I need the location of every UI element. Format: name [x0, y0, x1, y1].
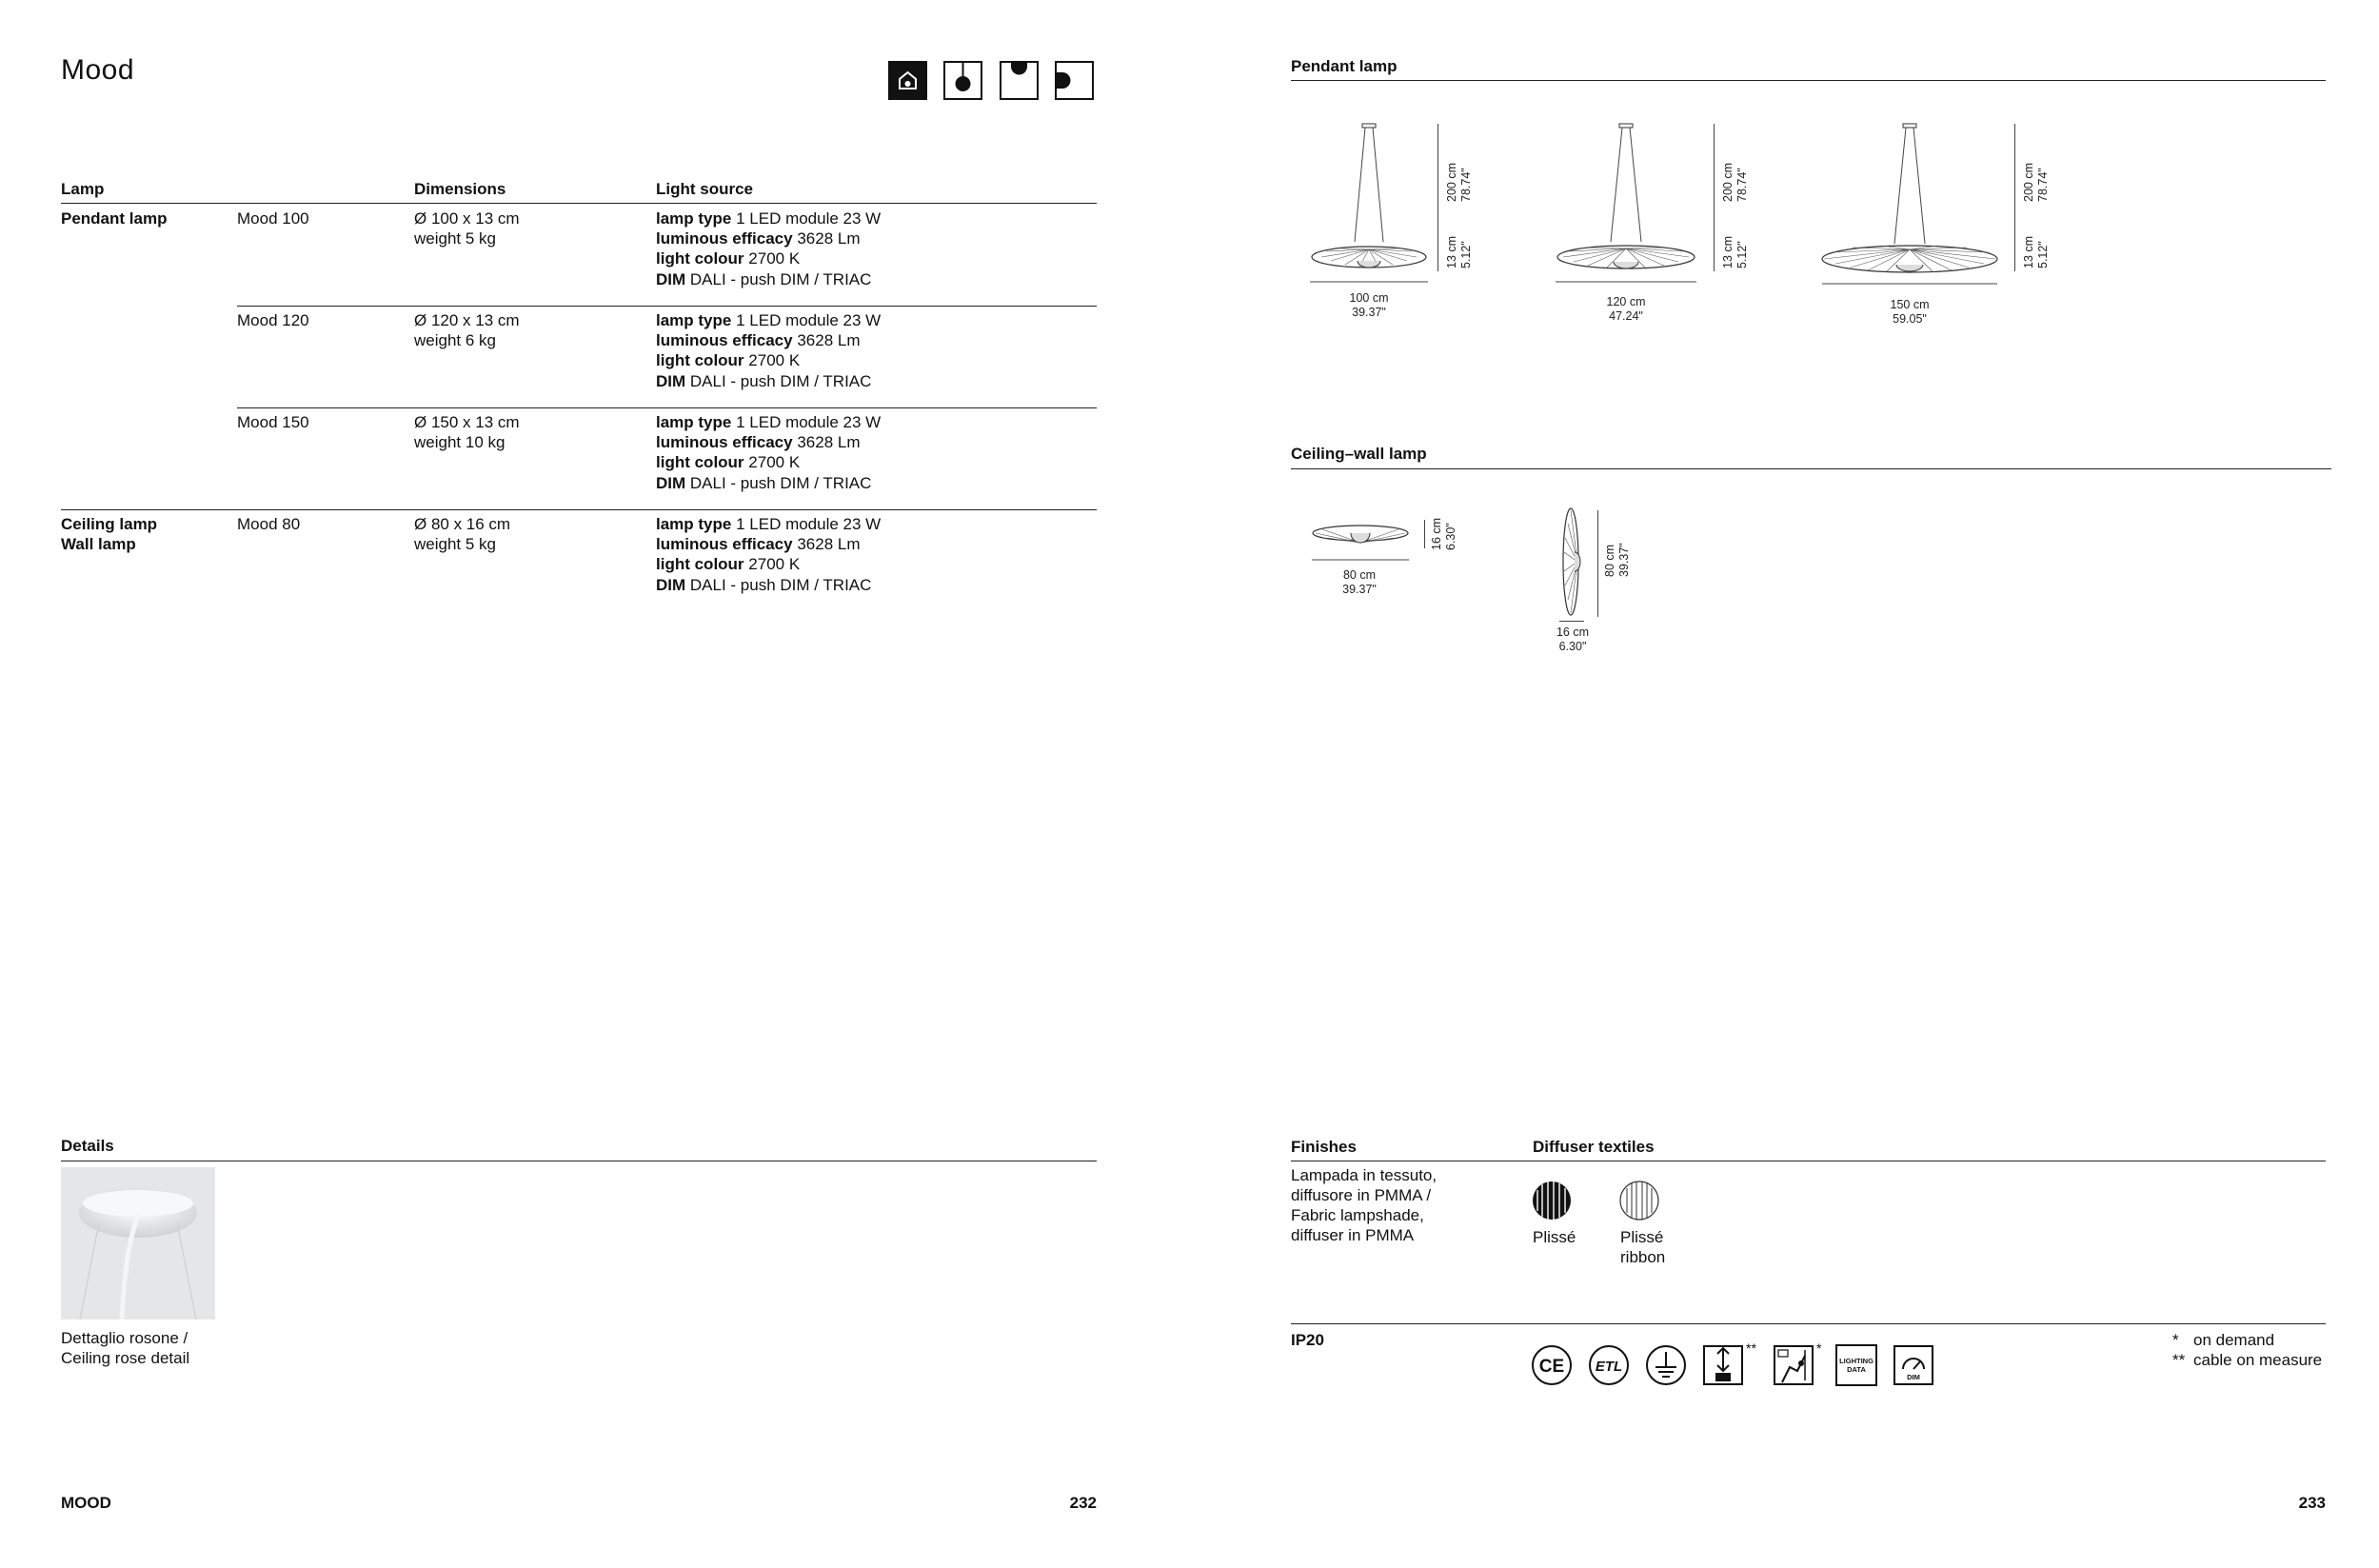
- page-number-left: 232: [1069, 1494, 1097, 1512]
- pendant-150-body-label: 13 cm 5.12": [2022, 235, 2050, 268]
- lighting-data-icon: LIGHTING DATA: [1835, 1344, 1877, 1386]
- row-dimensions: Ø 120 x 13 cm: [414, 311, 520, 329]
- page-number-right: 233: [2298, 1494, 2326, 1512]
- ip-rating: IP20: [1291, 1331, 1324, 1349]
- row-model: Mood 150: [237, 413, 309, 431]
- row-divider: [237, 407, 1097, 408]
- diffuser-textiles-heading: Diffuser textiles: [1533, 1138, 1655, 1156]
- pendant-type-icon: [943, 61, 982, 100]
- finishes-text-line1: Lampada in tessuto,: [1291, 1166, 1437, 1184]
- table-header-rule: [61, 203, 1097, 204]
- wall-type-icon: [1055, 61, 1094, 100]
- etl-icon: [1588, 1344, 1630, 1386]
- note-on-demand: on demand: [2193, 1331, 2275, 1349]
- row-model: Mood 80: [237, 515, 301, 533]
- cable-on-measure-mark: **: [1746, 1340, 1756, 1356]
- plisse-ribbon-label-line1: Plissé: [1620, 1228, 1664, 1246]
- row-lamp-type: lamp type 1 LED module 23 W: [656, 311, 882, 329]
- row-luminous-efficacy: luminous efficacy 3628 Lm: [656, 433, 861, 451]
- pendant-section-heading: Pendant lamp: [1291, 57, 1398, 75]
- row-divider: [61, 509, 1097, 510]
- pendant-150-height-line: [2014, 124, 2015, 271]
- wall-lamp-drawing: [1552, 505, 1590, 619]
- pendant-120-height-line: [1714, 124, 1715, 271]
- cable-length-icon: [1702, 1344, 1744, 1386]
- note-cable-on-measure: cable on measure: [2193, 1351, 2323, 1369]
- row-light-colour: light colour 2700 K: [656, 453, 801, 471]
- ceiling-height-label: 16 cm 6.30": [1430, 517, 1457, 550]
- plisse-ribbon-label-line2: ribbon: [1620, 1248, 1666, 1266]
- row-lamp-type: lamp type 1 LED module 23 W: [656, 515, 882, 533]
- row-dim: DIM DALI - push DIM / TRIAC: [656, 576, 872, 594]
- header-dimensions: Dimensions: [414, 180, 506, 198]
- row-dim: DIM DALI - push DIM / TRIAC: [656, 372, 872, 390]
- row-category: Ceiling lamp: [61, 515, 158, 533]
- header-light-source: Light source: [656, 180, 754, 198]
- finishes-heading: Finishes: [1291, 1138, 1357, 1156]
- wall-depth-line: [1559, 621, 1584, 622]
- pendant-120-height-label: 200 cm 78.74": [1721, 163, 1749, 202]
- pendant-100-body-label: 13 cm 5.12": [1445, 235, 1473, 268]
- pendant-100-drawing: [1302, 118, 1436, 289]
- ceiling-height-line: [1424, 520, 1425, 548]
- details-caption-line2: Ceiling rose detail: [61, 1349, 190, 1367]
- ceiling-wall-section-heading: Ceiling–wall lamp: [1291, 445, 1427, 463]
- note-on-demand-mark: *: [2172, 1331, 2179, 1349]
- details-caption-line1: Dettaglio rosone /: [61, 1329, 188, 1347]
- details-heading: Details: [61, 1137, 114, 1155]
- row-weight: weight 5 kg: [414, 535, 496, 553]
- row-dimensions: Ø 80 x 16 cm: [414, 515, 511, 533]
- svg-text:ETL: ETL: [1595, 1359, 1623, 1375]
- dim-icon: DIM: [1893, 1344, 1934, 1386]
- pendant-150-drawing: [1814, 118, 2005, 289]
- ceiling-rose-photo: [61, 1167, 215, 1320]
- wall-height-line: [1597, 510, 1598, 617]
- plisse-swatch: [1531, 1180, 1573, 1221]
- row-light-colour: light colour 2700 K: [656, 351, 801, 369]
- row-luminous-efficacy: luminous efficacy 3628 Lm: [656, 229, 861, 248]
- footer-brand: MOOD: [61, 1494, 111, 1512]
- ceiling-lamp-drawing: [1308, 514, 1413, 567]
- row-model: Mood 100: [237, 209, 309, 228]
- pendant-120-drawing: [1550, 118, 1702, 289]
- installation-icon: [1773, 1344, 1814, 1386]
- plisse-ribbon-swatch: [1618, 1180, 1660, 1221]
- row-weight: weight 10 kg: [414, 433, 506, 451]
- row-category-secondary: Wall lamp: [61, 535, 136, 553]
- row-lamp-type: lamp type 1 LED module 23 W: [656, 209, 882, 228]
- row-luminous-efficacy: luminous efficacy 3628 Lm: [656, 331, 861, 349]
- pendant-120-width-label: 120 cm 47.24": [1606, 295, 1646, 323]
- pendant-100-width-label: 100 cm 39.37": [1349, 291, 1389, 319]
- ground-icon: [1645, 1344, 1687, 1386]
- pendant-150-height-label: 200 cm 78.74": [2022, 163, 2050, 202]
- row-dimensions: Ø 150 x 13 cm: [414, 413, 520, 431]
- svg-text:CE: CE: [1538, 1357, 1565, 1377]
- ceiling-type-icon: [888, 61, 927, 100]
- row-light-colour: light colour 2700 K: [656, 249, 801, 268]
- row-model: Mood 120: [237, 311, 309, 329]
- ceiling-wall-section-rule: [1291, 468, 2331, 469]
- plisse-label: Plissé: [1533, 1228, 1576, 1246]
- ce-icon: [1531, 1344, 1573, 1386]
- row-weight: weight 5 kg: [414, 229, 496, 248]
- pendant-section-rule: [1291, 80, 2326, 81]
- pendant-100-height-line: [1437, 124, 1438, 271]
- on-demand-mark: *: [1816, 1340, 1822, 1356]
- pendant-150-width-label: 150 cm 59.05": [1890, 298, 1930, 326]
- row-category: Pendant lamp: [61, 209, 168, 228]
- wall-depth-label: 16 cm 6.30": [1556, 625, 1590, 653]
- row-dimensions: Ø 100 x 13 cm: [414, 209, 520, 228]
- pendant-100-height-label: 200 cm 78.74": [1445, 163, 1473, 202]
- ip-rule: [1291, 1323, 2326, 1324]
- row-divider: [237, 306, 1097, 307]
- finishes-text-line2: diffusore in PMMA /: [1291, 1186, 1432, 1204]
- row-dim: DIM DALI - push DIM / TRIAC: [656, 474, 872, 492]
- ceiling-width-label: 80 cm 39.37": [1342, 568, 1377, 596]
- finishes-text-line3: Fabric lampshade,: [1291, 1206, 1424, 1224]
- row-light-colour: light colour 2700 K: [656, 555, 801, 573]
- header-lamp: Lamp: [61, 180, 105, 198]
- wall-height-label: 80 cm 39.37": [1603, 543, 1631, 577]
- finishes-text-line4: diffuser in PMMA: [1291, 1226, 1415, 1244]
- row-luminous-efficacy: luminous efficacy 3628 Lm: [656, 535, 861, 553]
- page-title: Mood: [61, 54, 135, 86]
- note-cable-mark: **: [2172, 1351, 2186, 1369]
- row-lamp-type: lamp type 1 LED module 23 W: [656, 413, 882, 431]
- ceiling-mount-type-icon: [1000, 61, 1039, 100]
- row-weight: weight 6 kg: [414, 331, 496, 349]
- pendant-120-body-label: 13 cm 5.12": [1721, 235, 1749, 268]
- row-dim: DIM DALI - push DIM / TRIAC: [656, 270, 872, 288]
